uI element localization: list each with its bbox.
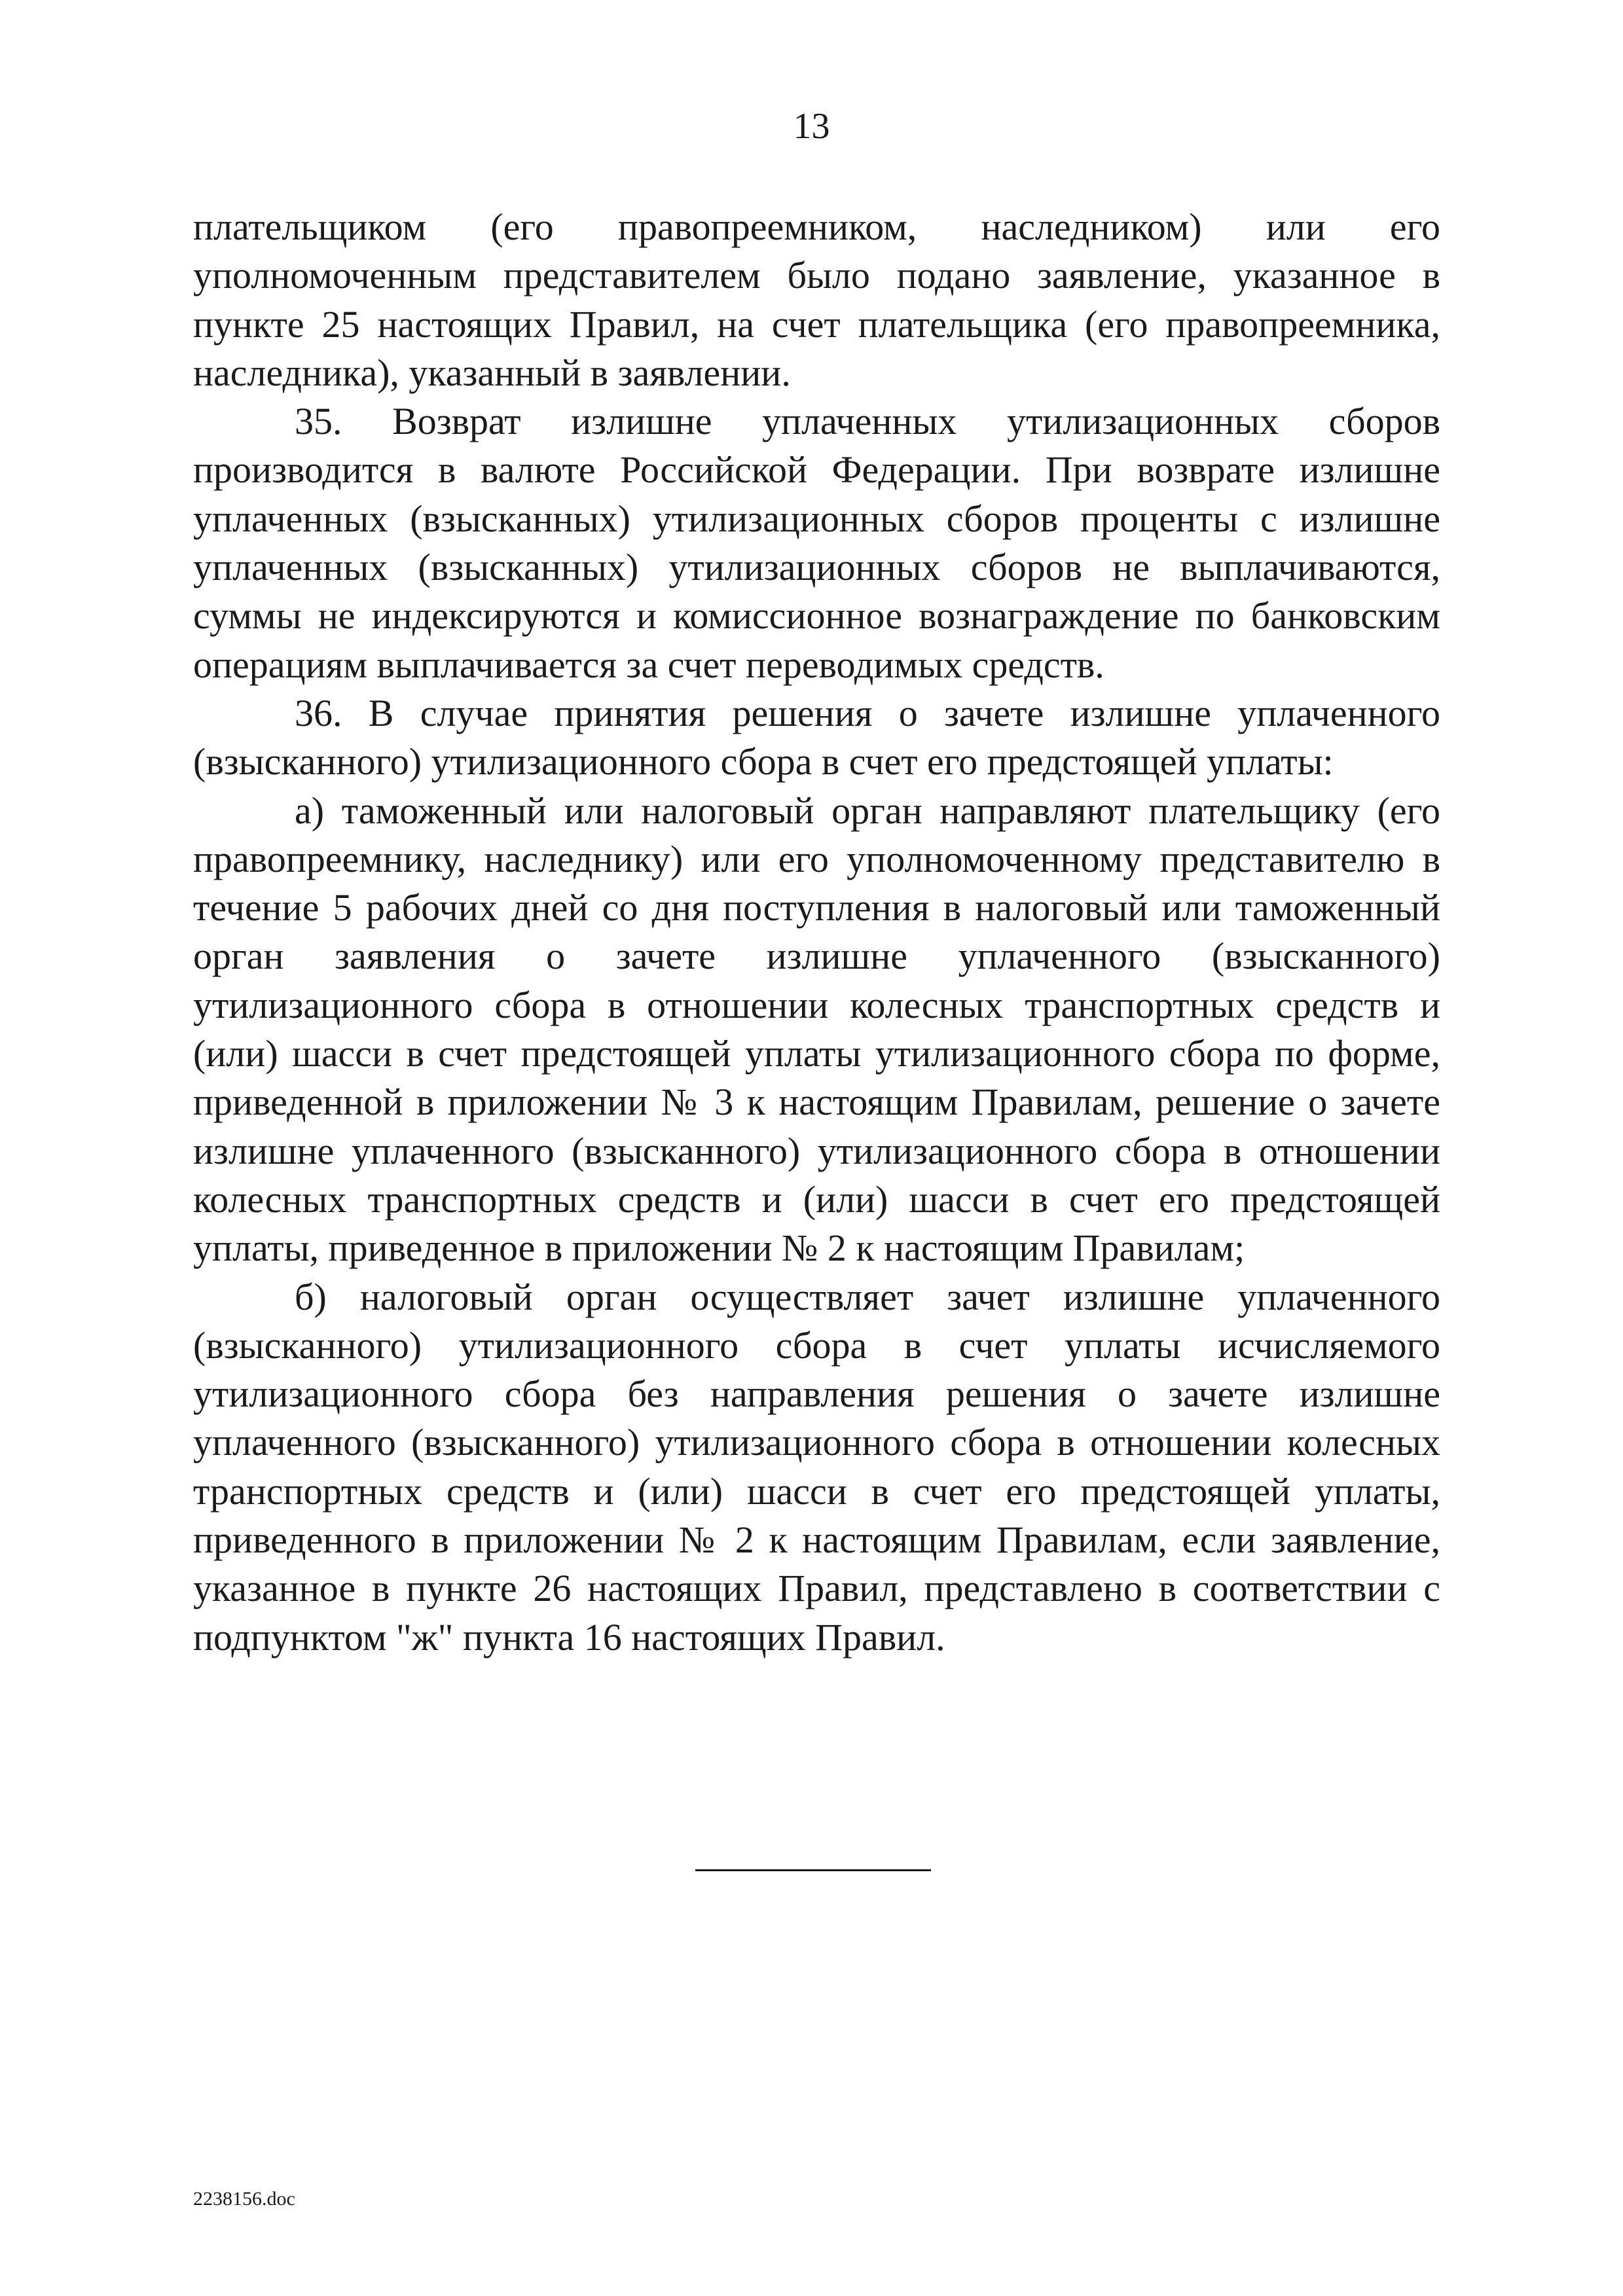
file-name-label: 2238156.doc <box>193 2188 295 2210</box>
page-number: 13 <box>793 106 830 147</box>
paragraph-35: 35. Возврат излишне уплаченных утилизационных сборов производится в валюте Российской Федерации. При возврате излишне уплаченных (взысканных) утилизационных сборов проценты с излишне уплаченных (взысканных) утилизационных сборов не выплачиваются, суммы не индексируются и комиссионное вознаграждение по банковским операциям выплачивается за счет переводимых средств. <box>193 400 1440 686</box>
paragraph-36: 36. В случае принятия решения о зачете излишне уплаченного (взысканного) утилизационного сбора в счет его предстоящей уплаты: <box>193 691 1440 783</box>
paragraph-continuation: плательщиком (его правопреемником, наследником) или его уполномоченным представителем было подано заявление, указанное в пункте 25 настоящих Правил, на счет плательщика (его правопреемника, наследника), указанный в заявлении. <box>193 206 1440 394</box>
paragraph-36-a: а) таможенный или налоговый орган направляют плательщику (его правопреемнику, наследнику) или его уполномоченному представителю в течение 5 рабочих дней со дня поступления в налоговый или таможенный орган заявления о зачете излишне уплаченного (взысканного) утилизационного сбора в отношении колесных транспортных средств и (или) шасси в счет предстоящей уплаты утилизационного сбора по форме, приведенной в приложении № 3 к настоящим Правилам, решение о зачете излишне уплаченного (взысканного) утилизационного сбора в отношении колесных транспортных средств и (или) шасси в счет его предстоящей уплаты, приведенное в приложении № 2 к настоящим Правилам; <box>193 789 1440 1270</box>
paragraph-36-b: б) налоговый орган осуществляет зачет излишне уплаченного (взысканного) утилизационного сбора в счет уплаты исчисляемого утилизационного сбора без направления решения о зачете излишне уплаченного (взысканного) утилизационного сбора в отношении колесных транспортных средств и (или) шасси в счет его предстоящей уплаты, приведенного в приложении № 2 к настоящим Правилам, если заявление, указанное в пункте 26 настоящих Правил, представлено в соответствии с подпунктом "ж" пункта 16 настоящих Правил. <box>193 1275 1440 1659</box>
document-body <box>193 203 1440 1662</box>
end-of-document-rule <box>695 1869 931 1871</box>
